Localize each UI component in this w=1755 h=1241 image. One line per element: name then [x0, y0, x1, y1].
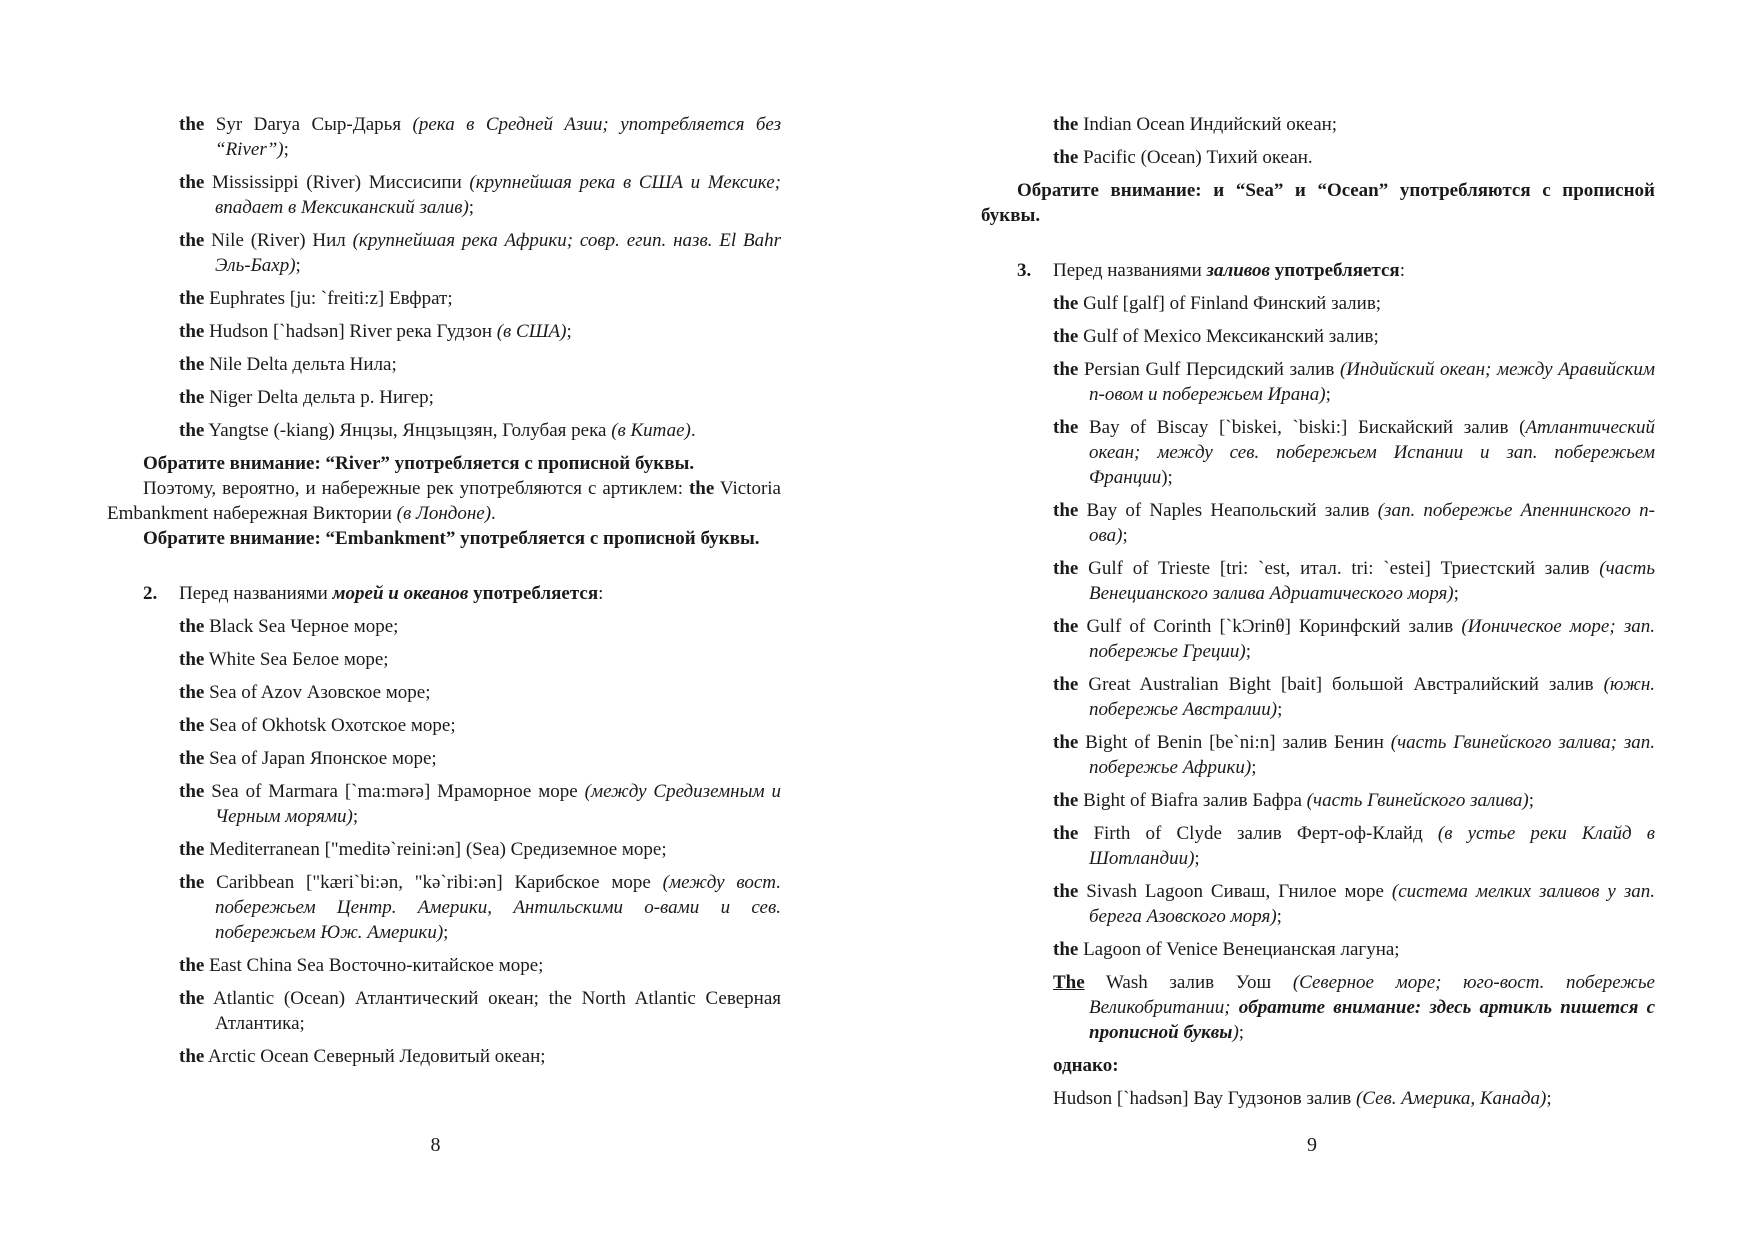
- list-item: [179, 286, 781, 311]
- entry-note: (Индийский океан; между Аравийским п-овом и побережьем Ирана): [1089, 359, 1655, 405]
- article-the: the: [179, 230, 205, 251]
- entry-end: ;: [1528, 790, 1534, 811]
- article-the: the: [179, 872, 205, 893]
- article-the: the: [179, 988, 205, 1009]
- article-the: the: [179, 748, 205, 769]
- however-label: однако:: [1053, 1055, 1119, 1076]
- list-item: [179, 170, 781, 220]
- section-heading-gulfs: [1017, 258, 1655, 283]
- list-item-hudson-bay: Hudson [`hadsən] Вау Гудзонов залив (Сев. Америка, Канада);: [1053, 1088, 1552, 1109]
- list-item: [179, 680, 781, 705]
- entry-end: ;: [295, 255, 301, 276]
- entry-text: Mediterranean ["meditə`reini:ən] (Sea) Средиземное море;: [204, 839, 667, 860]
- entry-text: Gulf of Trieste [tri: `est, итал. tri: `estei] Триестский залив: [1078, 558, 1600, 579]
- entry-text: Great Australian Bight [bait] большой Австралийский залив: [1078, 674, 1604, 695]
- entry-end: ;: [352, 806, 359, 827]
- list-item: [1053, 614, 1655, 664]
- article-the: the: [1053, 790, 1079, 811]
- entry-text: Caribbean ["kæri`bi:ən, "kə`ribi:ən] Карибское море: [204, 872, 663, 893]
- list-item: [179, 746, 781, 771]
- article-the: the: [179, 288, 205, 309]
- entry-text: Yangtse (-kiang) Янцзы, Янцзыцзян, Голубая река: [204, 420, 612, 441]
- list-item: [179, 779, 781, 829]
- article-the: the: [1053, 417, 1079, 438]
- entry-text: Sea of Marmara [`ma:mərə] Мраморное море: [204, 781, 585, 802]
- entry-end: ;: [1245, 641, 1252, 662]
- section-number: 2.: [143, 583, 158, 604]
- list-item: [179, 953, 781, 978]
- list-item: [1053, 357, 1655, 407]
- list-item: [179, 228, 781, 278]
- article-the: the: [179, 114, 205, 135]
- article-the: the: [1053, 732, 1079, 753]
- list-item: [1053, 112, 1655, 137]
- list-item: [179, 986, 781, 1036]
- article-the: the: [179, 420, 205, 441]
- entry-text: Gulf [galf] of Finland Финский залив;: [1078, 293, 1382, 314]
- note-embankment-capital: Обратите внимание: “Embankment” употребляется с прописной буквы.: [143, 528, 760, 549]
- article-the: the: [179, 649, 205, 670]
- entry-end: ;: [566, 321, 572, 342]
- entry-note: (река в Средней Азии; употребляется без “River”): [215, 114, 781, 160]
- entry-text: Nile (River) Нил: [204, 230, 353, 251]
- article-the: the: [1053, 939, 1079, 960]
- entry-end: ;: [1453, 583, 1459, 604]
- list-item: [179, 614, 781, 639]
- entry-note: (часть Венецианского залива Адриатического моря): [1089, 558, 1655, 604]
- entry-text: Arctic Ocean Северный Ледовитый океан;: [204, 1046, 546, 1067]
- list-item: [179, 112, 781, 162]
- entry-text: Bight of Benin [be`ni:n] залив Бенин: [1078, 732, 1391, 753]
- list-item: [1053, 324, 1655, 349]
- note-sea-ocean-capital: Обратите внимание: и “Sea” и “Ocean” употребляются с прописной буквы.: [981, 180, 1655, 226]
- list-item: [179, 319, 781, 344]
- entry-text: Syr Darya Сыр-Дарья: [204, 114, 413, 135]
- article-the: the: [1053, 147, 1079, 168]
- list-item: [179, 352, 781, 377]
- entry-text: Nile Delta дельта Нила;: [204, 354, 397, 375]
- entry-note: (часть Гвинейского залива; зап. побережье Африки): [1089, 732, 1655, 778]
- list-item: [1053, 672, 1655, 722]
- entry-note: (крупнейшая река в США и Мексике; впадает в Мексиканский залив): [215, 172, 781, 218]
- entry-note: (между вост. побережьем Центр. Америки, Антильскими о-вами и сев. побережьем Юж. Америки): [215, 872, 781, 943]
- list-item-the-wash: The Wash залив Уош (Северное море; юго-вост. побережье Великобритании; обратите внимание: здесь артикль пишется с прописной буквы);: [1053, 972, 1655, 1043]
- entry-text: Sea of Azov Азовское море;: [204, 682, 431, 703]
- note-embankment-article: Поэтому, вероятно, и набережные рек употребляются с артиклем: the Victoria Embankment набережная Виктории (в Лондоне).: [107, 478, 781, 524]
- entry-end: );: [1161, 467, 1173, 488]
- article-the: the: [1053, 326, 1079, 347]
- article-the: the: [1053, 293, 1079, 314]
- article-the: the: [179, 715, 205, 736]
- article-the: the: [179, 387, 205, 408]
- rivers-list: [107, 112, 781, 443]
- entry-text: Sea of Japan Японское море;: [204, 748, 437, 769]
- entry-text: Indian Ocean Индийский океан;: [1078, 114, 1338, 135]
- entry-end: ;: [283, 139, 289, 160]
- entry-end: ;: [1276, 906, 1282, 927]
- entry-end: ;: [443, 922, 449, 943]
- list-item: [1053, 415, 1655, 490]
- entry-text: Black Sea Черное море;: [204, 616, 399, 637]
- article-the: the: [179, 781, 205, 802]
- article-the: the: [1053, 881, 1079, 902]
- article-the: the: [179, 1046, 205, 1067]
- gulfs-list: [981, 291, 1655, 962]
- list-item: [1053, 879, 1655, 929]
- article-the: the: [1053, 558, 1079, 579]
- note-river-capital: Обратите внимание: “River” употребляется с прописной буквы.: [143, 453, 695, 474]
- entry-text: Gulf of Mexico Мексиканский залив;: [1078, 326, 1379, 347]
- entry-end: ;: [468, 197, 475, 218]
- entry-note: (зап. побережье Апеннинского п-ова): [1089, 500, 1655, 546]
- article-the: the: [1053, 674, 1079, 695]
- article-the: the: [1053, 359, 1079, 380]
- article-the: the: [179, 172, 205, 193]
- entry-note: (крупнейшая река Африки; совр. егип. назв. El Bahr Эль-Бахр): [215, 230, 782, 276]
- right-page-content: [981, 112, 1655, 1119]
- article-the: the: [1053, 823, 1079, 844]
- entry-text: Sivash Lagoon Сиваш, Гнилое море: [1078, 881, 1392, 902]
- entry-note: (южн. побережье Австралии): [1089, 674, 1655, 720]
- oceans-list: [981, 112, 1655, 170]
- article-the: the: [1053, 500, 1079, 521]
- right-page: [877, 0, 1755, 1241]
- list-item: [179, 837, 781, 862]
- list-item: [1053, 937, 1655, 962]
- entry-note: (в устье реки Клайд в Шотландии): [1089, 823, 1655, 869]
- entry-end: .: [690, 420, 696, 441]
- entry-text: White Sea Белое море;: [204, 649, 389, 670]
- list-item: [179, 713, 781, 738]
- left-page: [0, 0, 877, 1241]
- list-item: [1053, 291, 1655, 316]
- entry-text: East China Sea Восточно-китайское море;: [204, 955, 544, 976]
- entry-text: Niger Delta дельта р. Нигер;: [204, 387, 434, 408]
- list-item: [1053, 145, 1655, 170]
- list-item: [1053, 498, 1655, 548]
- entry-text: Bight of Biafra залив Бафра: [1078, 790, 1307, 811]
- section-text: Перед названиями морей и океанов употребляется:: [179, 583, 604, 604]
- entry-end: ;: [1122, 525, 1128, 546]
- section-text: Перед названиями заливов употребляется:: [1053, 260, 1405, 281]
- entry-end: ;: [1194, 848, 1200, 869]
- entry-note: (в США): [496, 321, 567, 342]
- entry-text: Pacific (Ocean) Тихий океан.: [1078, 147, 1313, 168]
- list-item: [1053, 821, 1655, 871]
- entry-note: (Ионическое море; зап. побережье Греции): [1089, 616, 1655, 662]
- article-the: the: [179, 682, 205, 703]
- article-the: the: [1053, 616, 1079, 637]
- list-item: [179, 870, 781, 945]
- section-heading-seas: [143, 581, 781, 606]
- entry-text: Hudson [`hadsən] River река Гудзон: [204, 321, 497, 342]
- list-item: [1053, 730, 1655, 780]
- left-page-content: [107, 112, 781, 1077]
- entry-end: ;: [1325, 384, 1331, 405]
- article-the: the: [179, 321, 205, 342]
- article-the: the: [179, 955, 205, 976]
- article-the: the: [179, 839, 205, 860]
- entry-text: Sea of Okhotsk Охотское море;: [204, 715, 456, 736]
- article-the: the: [179, 616, 205, 637]
- entry-end: ;: [1277, 699, 1283, 720]
- entry-note: (часть Гвинейского залива): [1306, 790, 1529, 811]
- entry-text: Gulf of Corinth [`kƆrinθ] Коринфский залив: [1078, 616, 1462, 637]
- page-number-right: 9: [1307, 1134, 1317, 1156]
- entry-text: Lagoon of Venice Венецианская лагуна;: [1078, 939, 1400, 960]
- entry-text: Mississippi (River) Миссисипи: [204, 172, 470, 193]
- list-item: [179, 385, 781, 410]
- entry-text: Atlantic (Ocean) Атлантический океан; the North Atlantic Северная Атлантика;: [204, 988, 781, 1034]
- list-item: [179, 647, 781, 672]
- list-item: [1053, 556, 1655, 606]
- entry-text: Bay of Biscay [`biskei, `biski:] Бискайский залив (: [1078, 417, 1526, 438]
- entry-text: Bay of Naples Неапольский залив: [1078, 500, 1378, 521]
- article-the: the: [179, 354, 205, 375]
- entry-note: Атлантический океан; между сев. побережьем Испании и зап. побережьем Франции: [1089, 417, 1655, 488]
- list-item: [1053, 788, 1655, 813]
- entry-text: Firth of Clyde залив Ферт-оф-Клайд: [1078, 823, 1438, 844]
- entry-note: (в Китае): [611, 420, 691, 441]
- list-item: [179, 1044, 781, 1069]
- entry-note: (система мелких заливов у зап. берега Азовского моря): [1089, 881, 1655, 927]
- page-number-left: 8: [430, 1134, 441, 1156]
- list-item: [179, 418, 781, 443]
- entry-text: Persian Gulf Персидский залив: [1078, 359, 1340, 380]
- section-number: 3.: [1017, 260, 1032, 281]
- article-the: the: [1053, 114, 1079, 135]
- entry-text: Euphrates [ju: `freiti:z] Евфрат;: [204, 288, 453, 309]
- entry-end: ;: [1251, 757, 1257, 778]
- entry-note: (между Средиземным и Черным морями): [215, 781, 781, 827]
- seas-list: [107, 614, 781, 1069]
